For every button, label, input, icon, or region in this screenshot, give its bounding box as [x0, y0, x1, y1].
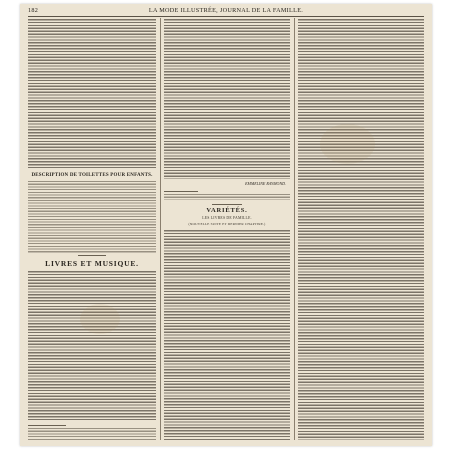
footnote-text: [164, 194, 290, 200]
section-heading-description: DESCRIPTION DE TOILETTES POUR ENFANTS.: [31, 173, 153, 178]
header-rule: [28, 16, 424, 17]
paper-stain: [320, 124, 375, 164]
running-title: LA MODE ILLUSTRÉE, JOURNAL DE LA FAMILLE.: [148, 7, 304, 14]
divider: [78, 255, 106, 256]
column-separator: [294, 18, 295, 440]
body-text: [28, 181, 156, 253]
divider: [212, 204, 242, 205]
footnote-rule: [28, 425, 66, 426]
section-subheading: LES LIVRES DE FAMILLE.: [202, 216, 252, 220]
body-text: [28, 19, 156, 169]
page-number: 182: [28, 7, 39, 14]
column-separator: [160, 18, 161, 440]
section-heading-varietes: VARIÉTÉS.: [206, 207, 248, 214]
body-text: [164, 19, 290, 179]
body-text: [298, 19, 424, 440]
newspaper-page: [20, 4, 432, 446]
body-text: [164, 230, 290, 440]
column-middle: [164, 19, 290, 440]
footnote-text: [28, 428, 156, 440]
column-right: [298, 19, 424, 440]
signature: EMMELINE RAYMOND.: [245, 181, 286, 186]
column-left: [28, 19, 156, 440]
footnote-rule: [164, 191, 198, 192]
section-subheading: (NOUVELLE SUITE ET DERNIER CHAPITRE.): [188, 222, 266, 226]
paper-stain: [80, 304, 120, 334]
section-heading-livres: LIVRES ET MUSIQUE.: [45, 259, 139, 268]
body-text: [28, 271, 156, 421]
